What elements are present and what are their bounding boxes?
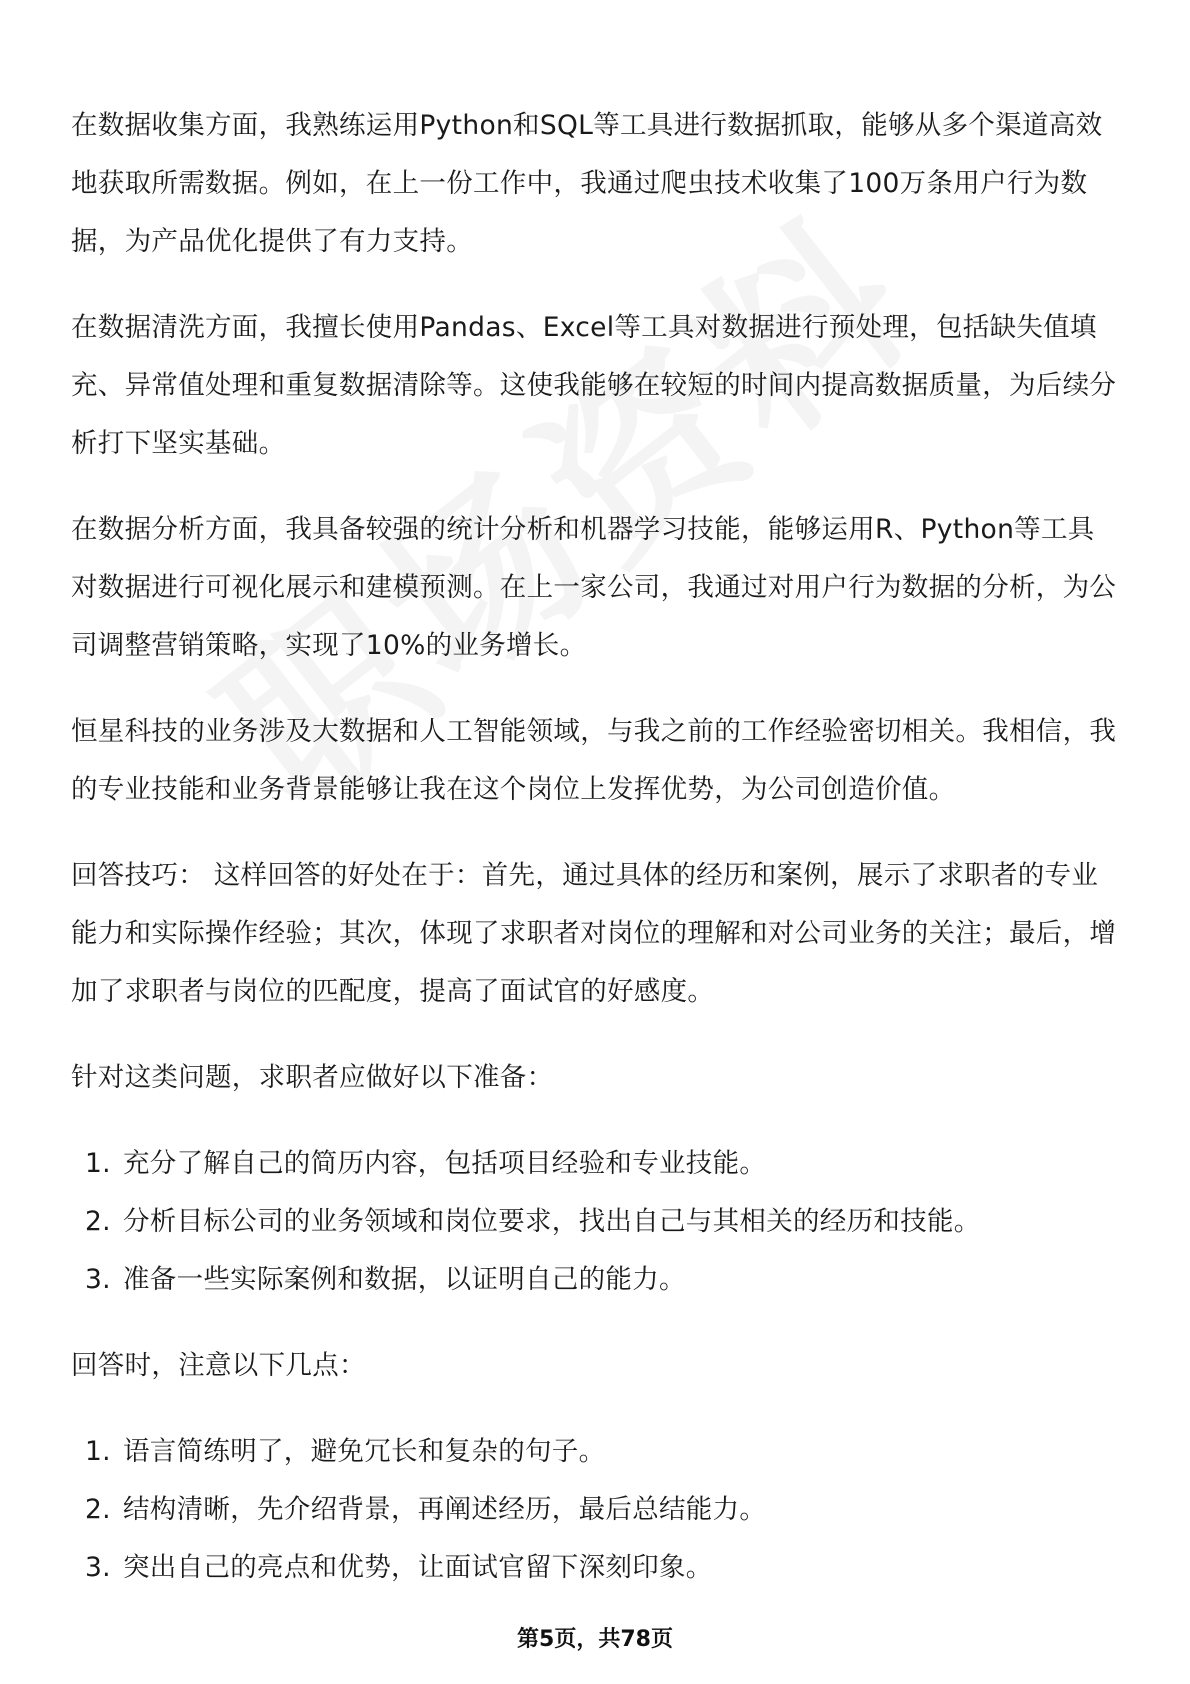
list-item-text: 结构清晰，先介绍背景，再阐述经历，最后总结能力。 (123, 1494, 767, 1525)
list-item-number: 3. (85, 1264, 111, 1295)
list-item-number: 1. (85, 1436, 111, 1467)
list-item (71, 1193, 1121, 1251)
list-item (71, 1481, 1121, 1539)
preparation-list (71, 1135, 1121, 1309)
list-item (71, 1539, 1121, 1597)
page-number: 第5页，共78页 (517, 1627, 673, 1652)
paragraph-preparation-intro: 针对这类问题，求职者应做好以下准备： (71, 1062, 554, 1093)
paragraph-tips-intro: 回答时，注意以下几点： (71, 1350, 366, 1381)
paragraph-data-collection: 在数据收集方面，我熟练运用Python和SQL等工具进行数据抓取，能够从多个渠道高效地获取所需数据。例如，在上一份工作中，我通过爬虫技术收集了100万条用户行为数据，为产品优化提供了有力支持。 (71, 110, 1103, 257)
list-item (71, 1251, 1121, 1309)
list-item-number: 1. (85, 1148, 111, 1179)
paragraph-data-cleaning: 在数据清洗方面，我擅长使用Pandas、Excel等工具对数据进行预处理，包括缺失值填充、异常值处理和重复数据清除等。这使我能够在较短的时间内提高数据质量，为后续分析打下坚实基础。 (71, 312, 1117, 459)
paragraph-answer-tips: 回答技巧： 这样回答的好处在于：首先，通过具体的经历和案例，展示了求职者的专业能力和实际操作经验；其次，体现了求职者对岗位的理解和对公司业务的关注；最后，增加了求职者与岗位的匹配度，提高了面试官的好感度。 (71, 860, 1117, 1007)
list-item-text: 分析目标公司的业务领域和岗位要求，找出自己与其相关的经历和技能。 (123, 1206, 981, 1237)
list-item-number: 3. (85, 1552, 111, 1583)
page-content (71, 97, 1121, 1625)
list-item (71, 1135, 1121, 1193)
list-item-number: 2. (85, 1206, 111, 1237)
list-item-number: 2. (85, 1494, 111, 1525)
list-item-text: 充分了解自己的简历内容，包括项目经验和专业技能。 (123, 1148, 767, 1179)
tips-list (71, 1423, 1121, 1597)
list-item-text: 准备一些实际案例和数据，以证明自己的能力。 (123, 1264, 686, 1295)
list-item (71, 1423, 1121, 1481)
paragraph-data-analysis: 在数据分析方面，我具备较强的统计分析和机器学习技能，能够运用R、Python等工具对数据进行可视化展示和建模预测。在上一家公司，我通过对用户行为数据的分析，为公司调整营销策略，实现了10%的业务增长。 (71, 514, 1117, 661)
list-item-text: 突出自己的亮点和优势，让面试官留下深刻印象。 (123, 1552, 713, 1583)
list-item-text: 语言简练明了，避免冗长和复杂的句子。 (123, 1436, 606, 1467)
paragraph-company-fit: 恒星科技的业务涉及大数据和人工智能领域，与我之前的工作经验密切相关。我相信，我的专业技能和业务背景能够让我在这个岗位上发挥优势，为公司创造价值。 (71, 716, 1117, 805)
